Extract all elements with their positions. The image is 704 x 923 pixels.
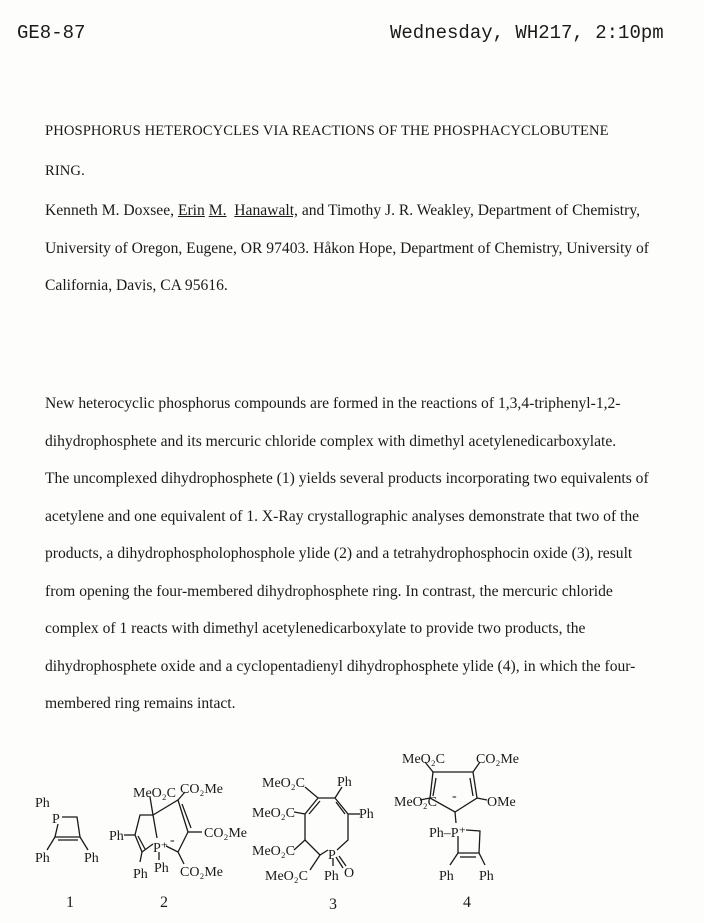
label: MeO₂C: [402, 752, 445, 767]
abstract-line: dihydrophosphete and its mercuric chloride complex with dimethyl acetylenedicarboxylate.: [45, 433, 617, 450]
author-doxsee: Kenneth M. Doxsee,: [45, 202, 178, 219]
session-schedule: Wednesday, WH217, 2:10pm: [390, 22, 664, 44]
label: Ph: [35, 851, 50, 866]
abstract-line: New heterocyclic phosphorus compounds are formed in the reactions of 1,3,4-triphenyl-1,2-: [45, 395, 621, 412]
label: Ph: [324, 869, 339, 884]
label: Ph–P⁺: [429, 826, 466, 841]
label: Ph: [133, 867, 148, 882]
label: MeO₂C: [394, 795, 437, 810]
abstract-title-line-2: RING.: [45, 163, 85, 179]
label: CO₂Me: [204, 826, 247, 841]
author-presenter-first: Erin: [177, 202, 205, 219]
abstract-line: from opening the four-membered dihydrophosphete ring. In contrast, the mercuric chloride: [45, 583, 613, 600]
label: Ph: [439, 869, 454, 884]
authors-line-3: California, Davis, CA 95616.: [45, 277, 228, 294]
label: Ph: [359, 807, 374, 822]
structure-3: [252, 775, 374, 913]
label: Ph: [154, 861, 169, 876]
compound-number: 4: [463, 894, 471, 911]
label: CO₂Me: [180, 865, 223, 880]
label: Ph: [35, 796, 50, 811]
label: Ph: [109, 829, 124, 844]
label: MeO₂C: [265, 869, 308, 884]
label: -: [170, 833, 175, 848]
label: Ph: [84, 851, 99, 866]
label: O: [344, 866, 355, 881]
label: CO₂Me: [476, 752, 519, 767]
authors-line-1: [45, 202, 640, 220]
chemical-structures-figure: [0, 740, 704, 923]
structure-1: [35, 796, 99, 911]
label: MeO₂C: [252, 806, 295, 821]
label: Ph: [337, 775, 352, 790]
abstract-line: products, a dihydrophospholophosphole ylide (2) and a tetrahydrophosphocin oxide (3), result: [45, 545, 633, 562]
abstract-line: The uncomplexed dihydrophosphete (1) yields several products incorporating two equivalents of: [45, 470, 649, 487]
label: P: [52, 812, 60, 827]
compound-number: 1: [66, 894, 74, 911]
abstract-line: membered ring remains intact.: [45, 695, 236, 712]
structure-4: [394, 752, 519, 911]
label: MeO₂C: [262, 776, 305, 791]
label: MeO₂C: [252, 844, 295, 859]
session-code: GE8-87: [17, 22, 86, 44]
label: P: [328, 848, 336, 863]
label: P⁺: [153, 841, 169, 856]
compound-number: 2: [160, 894, 168, 911]
structure-2: [109, 782, 247, 911]
compound-number: 3: [329, 896, 337, 913]
label: MeO₂C: [133, 786, 176, 801]
author-weakley: and Timothy J. R. Weakley, Department of Chemistry,: [297, 202, 641, 219]
abstract-line: acetylene and one equivalent of 1. X-Ray crystallographic analyses demonstrate that two of the: [45, 508, 640, 525]
abstract-title-line-1: PHOSPHORUS HETEROCYCLES VIA REACTIONS OF THE PHOSPHACYCLOBUTENE: [45, 123, 609, 139]
label: Ph: [479, 869, 494, 884]
label: OMe: [487, 795, 516, 810]
label: -: [452, 789, 457, 804]
label: CO₂Me: [180, 782, 223, 797]
authors-line-2: University of Oregon, Eugene, OR 97403. Håkon Hope, Department of Chemistry, University of: [45, 240, 649, 257]
author-presenter-middle: M.: [208, 202, 227, 219]
abstract-line: dihydrophosphete oxide and a cyclopentadienyl dihydrophosphete ylide (4), in which the four-: [45, 658, 636, 675]
author-presenter-last: Hanawalt,: [234, 202, 298, 219]
abstract-line: complex of 1 reacts with dimethyl acetylenedicarboxylate to provide two products, the: [45, 620, 586, 637]
